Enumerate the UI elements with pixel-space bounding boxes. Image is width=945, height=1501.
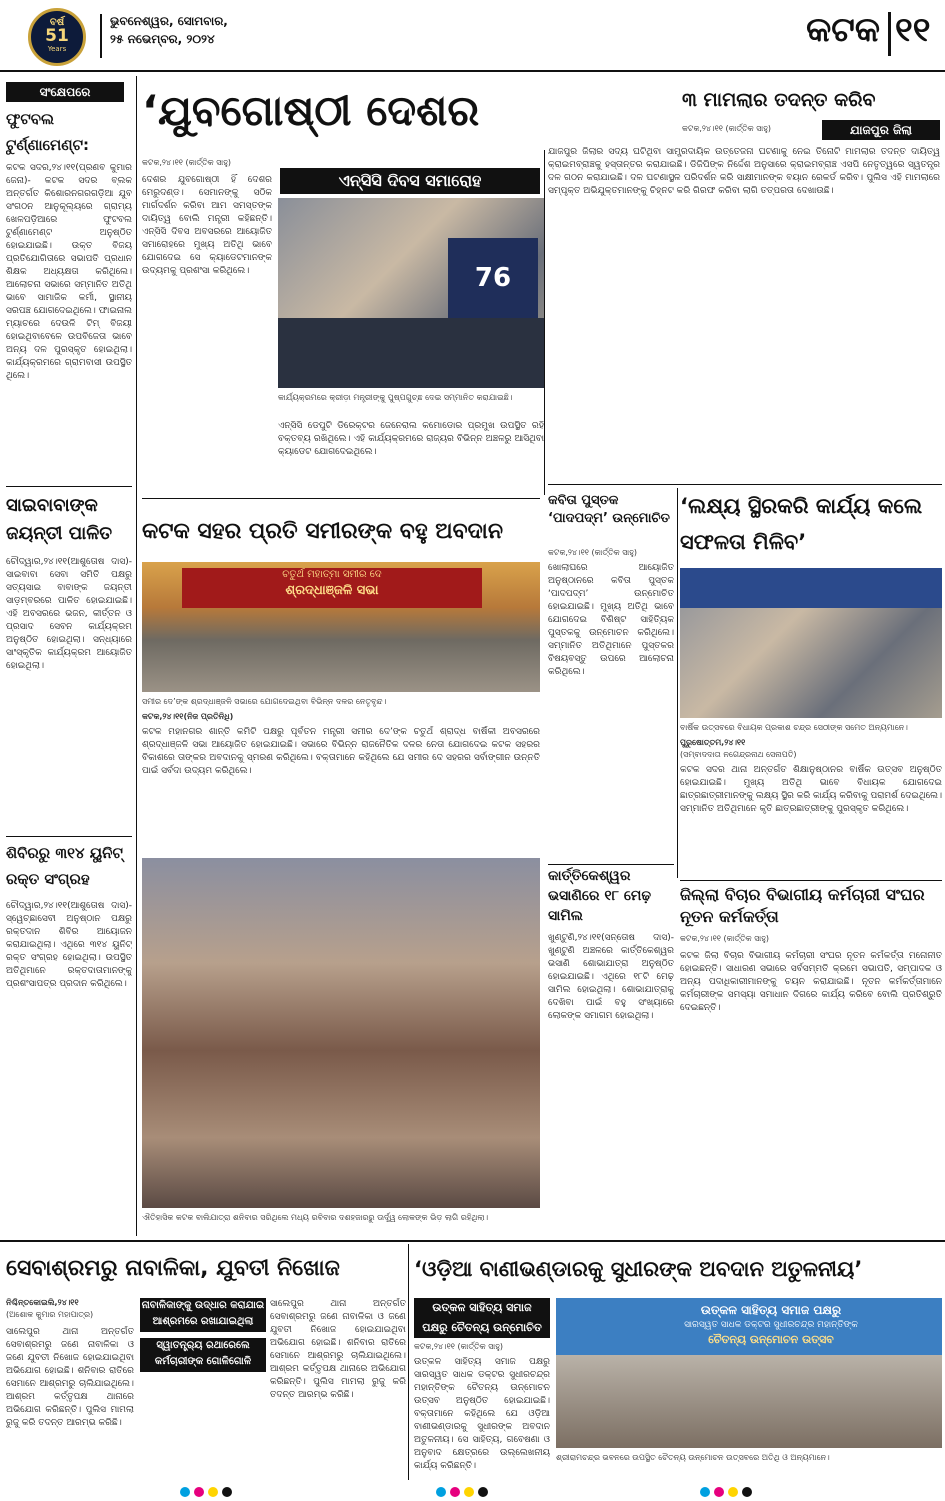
goal-reporter: (ସମ୍ବାଦଦାତା ନଗେନ୍ଦ୍ରନାଥ ସେନାପତି) — [680, 750, 797, 759]
reg-dot-magenta — [194, 1487, 204, 1497]
missing-dateline: ନିଶ୍ଚିନ୍ତକୋଇଲି,୨୪।୧୧ — [6, 1298, 79, 1307]
left-column-rule — [136, 76, 137, 1236]
briefs-badge: ସଂକ୍ଷେପରେ — [6, 82, 124, 102]
goal-headline: ‘ଲକ୍ଷ୍ୟ ସ୍ଥିରକରି କାର୍ଯ୍ୟ କଲେ ସଫଳତା ମିଳିବ’ — [680, 494, 923, 554]
missing-body: ସାଲେପୁର ଥାନା ଅନ୍ତର୍ଗତ ସେବାଶ୍ରମରୁ ଜଣେ ନାବାଳିକା ଓ ଜଣେ ଯୁବତୀ ନିଖୋଜ ହୋଇଯାଇଥିବା ଅଭିଯୋଗ ହୋଇଛି। ଶନିବାର ରାତିରେ ସେମାନେ ଆଶ୍ରମରୁ ଚାଲିଯାଇଥିଲେ। ଆଶ୍ରମ କର୍ତ୍ତୃପକ୍ଷ ଥାନାରେ ଅଭିଯୋଗ କରିଛନ୍ତି। ପୁଲିସ ମାମଲା ରୁଜୁ କରି ତଦନ୍ତ ଆରମ୍ଭ କରିଛି। — [6, 1327, 134, 1428]
ncc-body-left: ଦେଶର ଯୁବଗୋଷ୍ଠୀ ହିଁ ଦେଶର ମେରୁଦଣ୍ଡ। ସେମାନଙ୍କୁ ସଠିକ ମାର୍ଗଦର୍ଶନ କରିବା ଆମ ସମସ୍ତଙ୍କ ଦାୟିତ୍ୱ ବୋଲି ମନ୍ତ୍ରୀ କହିଛନ୍ତି। ଏନ୍‌ସିସି ଦିବସ ଅବସରରେ ଆୟୋଜିତ ସମାରୋହରେ ମୁଖ୍ୟ ଅତିଥି ଭାବେ ଯୋଗଦେଇ ସେ କ୍ୟାଡେଟମାନଙ୍କ ଉଦ୍ୟମକୁ ପ୍ରଶଂସା କରିଥିଲେ। — [142, 175, 272, 276]
reg-dot-yellow — [728, 1487, 738, 1497]
kartik-top-rule — [548, 864, 674, 865]
left-divider-2 — [6, 836, 132, 837]
missing-reporter: (ଅଶୋକ କୁମାର ମହାପାତ୍ର) — [6, 1310, 94, 1319]
reg-dot-cyan — [700, 1487, 710, 1497]
reg-dot-magenta — [450, 1487, 460, 1497]
ncc-photo-logo: 76 — [448, 238, 538, 318]
sameer-photo-caption: ସମୀର ଦେ’ଙ୍କ ଶ୍ରଦ୍ଧାଞ୍ଜଳି ସଭାରେ ଯୋଗଦେଇଥିବା ବିଭିନ୍ନ ଦଳର ନେତୃବୃନ୍ଦ। — [142, 697, 387, 706]
ncc-photo — [278, 198, 544, 388]
goal-dateline: ପୁରୁଷୋତ୍ତମ,୨୪।୧୧ — [680, 738, 746, 747]
sameer-top-rule — [142, 498, 540, 499]
crowd-caption: ଐତିହାସିକ କଟକ ବାଲିଯାତ୍ରା ଶନିବାର ସରିଥିଲେ ମଧ୍ୟ ରବିବାର ଦଶହଜାରରୁ ଊର୍ଦ୍ଧ୍ୱ ଲୋକଙ୍କ ଭିଡ଼ ଲାଗି ରହିଥିଲା। — [142, 1213, 489, 1222]
odia-badge — [414, 1298, 550, 1338]
odia-banner — [606, 1302, 936, 1354]
brief3-body: ଚୌଦ୍ୱାର,୨୪।୧୧(ଆଶୁତୋଷ ଦାସ)- ସ୍ୱେଚ୍ଛାସେବୀ ଅନୁଷ୍ଠାନ ପକ୍ଷରୁ ରକ୍ତଦାନ ଶିବିର ଆୟୋଜନ କରାଯାଇଥିଲା। ଏଥିରେ ୩୧୪ ୟୁନିଟ୍ ରକ୍ତ ସଂଗ୍ରହ ହୋଇଥିଲା। ଉପସ୍ଥିତ ଅତିଥିମାନେ ରକ୍ତଦାତାମାନଙ୍କୁ ପ୍ରଶଂସାପତ୍ର ପ୍ରଦାନ କରିଥିଲେ। — [6, 901, 132, 989]
reg-dot-black — [222, 1487, 232, 1497]
goal-photo — [680, 568, 942, 718]
crime-dateline: କଟକ,୨୪।୧୧ (କାର୍ତ୍ତିକ ସାହୁ) — [682, 124, 772, 133]
section-name: କଟକ — [806, 10, 880, 50]
missing-callout-2: ସ୍ୱାତନ୍ତ୍ର୍ୟ ରଥାରେଲେ କର୍ମଚାରୀଙ୍କ ଗୋଳିଗୋଳି — [140, 1338, 266, 1372]
crowd-photo — [142, 858, 540, 1208]
ncc-column-rule — [544, 150, 545, 495]
reg-dot-yellow — [208, 1487, 218, 1497]
court-body: କଟକ ଜିଲା ବିଚାର ବିଭାଗୀୟ କର୍ମଚାରୀ ସଂଘର ନୂତନ କର୍ମକର୍ତ୍ତା ମନୋନୀତ ହୋଇଛନ୍ତି। ସାଧାରଣ ସଭାରେ ସର୍ବସମ୍ମତି କ୍ରମେ ସଭାପତି, ସମ୍ପାଦକ ଓ ଅନ୍ୟ ପଦାଧିକାରୀମାନଙ୍କୁ ଚୟନ କରାଯାଇଛି। ନୂତନ କର୍ମକର୍ତ୍ତାମାନେ କର୍ମଚାରୀଙ୍କ ସମସ୍ୟା ସମାଧାନ ଦିଗରେ କାର୍ଯ୍ୟ କରିବେ ବୋଲି ପ୍ରତିଶ୍ରୁତି ଦେଇଛନ୍ତି। — [680, 951, 942, 1013]
ncc-dateline: କଟକ,୨୪।୧୧ (କାର୍ତ୍ତିକ ସାହୁ) — [142, 158, 232, 167]
kartik-headline: କାର୍ତ୍ତିକେଶ୍ୱର ଭସାଣିରେ ୧୮ ମେଢ଼ ସାମିଲ — [548, 868, 652, 924]
goal-photo-banner — [680, 568, 942, 608]
anniversary-word: ବର୍ଷ — [49, 17, 65, 28]
masthead — [0, 0, 945, 70]
sameer-body: କଟକ ମହାନଗର ଶାନ୍ତି କମିଟି ପକ୍ଷରୁ ପୂର୍ବତନ ମନ୍ତ୍ରୀ ସମୀର ଦେ’ଙ୍କ ଚତୁର୍ଥ ଶ୍ରାଦ୍ଧ ବାର୍ଷିକୀ ଅବସରରେ ଶ୍ରଦ୍ଧାଞ୍ଜଳି ସଭା ଆୟୋଜିତ ହୋଇଯାଇଛି। ସଭାରେ ବିଭିନ୍ନ ରାଜନୈତିକ ଦଳର ନେତା ଯୋଗଦେଇ କଟକ ସହରର ବିକାଶରେ ତାଙ୍କର ଅବଦାନକୁ ସ୍ମରଣ କରିଥିଲେ। ବକ୍ତାମାନେ କହିଥିଲେ ଯେ ସମୀର ଦେ ସହରର ସର୍ବାଙ୍ଗୀନ ଉନ୍ନତି ପାଇଁ ସର୍ବଦା ଉଦ୍ୟମ କରିଥିଲେ। — [142, 727, 540, 776]
book-dateline: କଟକ,୨୪।୧୧ (କାର୍ତ୍ତିକ ସାହୁ) — [548, 548, 638, 557]
sameer-photo-banner — [182, 568, 482, 608]
odia-body: ଉତ୍କଳ ସାହିତ୍ୟ ସମାଜ ପକ୍ଷରୁ ସାରସ୍ୱତ ସାଧକ ଡକ୍ଟର ସୁଧୀରଚନ୍ଦ୍ର ମହାନ୍ତିଙ୍କ ଚୈତନ୍ୟ ଉନ୍ମୋଚନ ଉତ୍ସବ ଅନୁଷ୍ଠିତ ହୋଇଯାଇଛି। ବକ୍ତାମାନେ କହିଥିଲେ ଯେ ଓଡ଼ିଆ ବାଣୀଭଣ୍ଡାରକୁ ସୁଧୀରଙ୍କ ଅବଦାନ ଅତୁଳନୀୟ। ସେ ସାହିତ୍ୟ, ଗବେଷଣା ଓ ଅନୁବାଦ କ୍ଷେତ୍ରରେ ଉଲ୍ଲେଖନୀୟ କାର୍ଯ୍ୟ କରିଛନ୍ତି। — [414, 1357, 550, 1471]
odia-photo — [556, 1298, 942, 1448]
masthead-divider — [888, 12, 891, 56]
odia-banner-line1: ଉତ୍କଳ ସାହିତ୍ୟ ସମାଜ ପକ୍ଷରୁ — [700, 1303, 842, 1317]
sameer-photo — [142, 562, 540, 692]
odia-headline: ‘ଓଡ଼ିଆ ବାଣୀଭଣ୍ଡାରକୁ ସୁଧୀରଙ୍କ ଅବଦାନ ଅତୁଳନୀୟ’ — [414, 1257, 863, 1281]
anniversary-sub: Years — [47, 45, 67, 53]
odia-banner-line2: ସାରସ୍ୱତ ସାଧକ ଡକ୍ଟର ସୁଧୀରଚନ୍ଦ୍ର ମହାନ୍ତିଙ୍କ — [684, 1320, 858, 1330]
registration-marks-center — [436, 1482, 516, 1494]
book-body: ଖୋଲାଘରେ ଆୟୋଜିତ ଅନୁଷ୍ଠାନରେ କବିତା ପୁସ୍ତକ ‘ପାଦପଦ୍ମ’ ଉନ୍ମୋଚିତ ହୋଇଯାଇଛି। ମୁଖ୍ୟ ଅତିଥି ଭାବେ ଯୋଗଦେଇ ବିଶିଷ୍ଟ ସାହିତ୍ୟିକ ପୁସ୍ତକକୁ ଉନ୍ମୋଚନ କରିଥିଲେ। ସମ୍ମାନିତ ଅତିଥିମାନେ ପୁସ୍ତକର ବିଷୟବସ୍ତୁ ଉପରେ ଆଲୋଚନା କରିଥିଲେ। — [548, 563, 674, 677]
odia-badge-line2: ପକ୍ଷରୁ ଚୈତନ୍ୟ ଉନ୍ମୋଚିତ — [422, 1321, 542, 1334]
court-headline: ଜିଲ୍ଲା ବିଚାର ବିଭାଗୀୟ କର୍ମଚାରୀ ସଂଘର ନୂତନ କର୍ମକର୍ତ୍ତା — [680, 885, 925, 926]
goal-column-rule — [677, 488, 678, 878]
odia-banner-line3: ଚୈତନ୍ୟ ଉନ୍ମୋଚନ ଉତ୍ସବ — [708, 1333, 834, 1346]
odia-badge-line1: ଉତ୍କଳ ସାହିତ୍ୟ ସମାଜ — [432, 1301, 532, 1314]
goal-photo-caption: ବାର୍ଷିକ ଉତ୍ସବରେ ବିଧାୟକ ପ୍ରକାଶ ଚନ୍ଦ୍ର ସେଠୀଙ୍କ ସମେତ ଅନ୍ୟମାନେ। — [680, 723, 908, 732]
ncc-headline: ‘ଯୁବଗୋଷ୍ଠୀ ଦେଶର — [142, 86, 480, 135]
place-day: ଭୁବନେଶ୍ୱର, ସୋମବାର, — [110, 14, 228, 28]
reg-dot-black — [742, 1487, 752, 1497]
brief3-headline: ଶିବିରରୁ ୩୧୪ ୟୁନିଟ୍ ରକ୍ତ ସଂଗ୍ରହ — [6, 844, 123, 888]
brief2-headline: ସାଇବାବାଙ୍କ ଜୟନ୍ତୀ ପାଳିତ — [6, 495, 113, 544]
brief2-body: ଚୌଦ୍ୱାର,୨୪।୧୧(ଆଶୁତୋଷ ଦାସ)- ସାଇବାବା ସେବା ସମିତି ପକ୍ଷରୁ ସତ୍ୟସାଇ ବାବାଙ୍କ ଜୟନ୍ତୀ ସାଡ଼ମ୍ବରରେ ପାଳିତ ହୋଇଯାଇଛି। ଏହି ଅବସରରେ ଭଜନ, କୀର୍ତ୍ତନ ଓ ପ୍ରସାଦ ସେବନ କାର୍ଯ୍ୟକ୍ରମ ଅନୁଷ୍ଠିତ ହୋଇଥିଲା। ସନ୍ଧ୍ୟାରେ ସାଂସ୍କୃତିକ କାର୍ଯ୍ୟକ୍ରମ ଆୟୋଜିତ ହୋଇଥିଲା। — [6, 557, 132, 671]
ncc-photo-stage — [278, 318, 544, 388]
brief1-body: କଟକ ସଦର,୨୪।୧୧(ପ୍ରଣବ କୁମାର ଜେନା)- କଟକ ସଦର ବ୍ଲକ ଅନ୍ତର୍ଗତ କିଶୋରନଗରଗଡ଼ିଆ ଯୁବ ସଂଗଠନ ଆନୁକୂଲ୍ୟରେ ଗ୍ରାମ୍ୟ ଖେଳପଡ଼ିଆରେ ଫୁଟବଲ ଟୁର୍ଣ୍ଣାମେଣ୍ଟ ଅନୁଷ୍ଠିତ ହୋଇଯାଇଛି। ଉକ୍ତ ବିଜୟ ପ୍ରତିଯୋଗିତାରେ ସଭାପତି ପ୍ରଧାନ ଶିକ୍ଷକ ଅଧ୍ୟକ୍ଷତା କରିଥିଲେ। ଆଲୋଚନା ସଭାରେ ସମ୍ମାନିତ ଅତିଥି ଭାବେ ସାମାଜିକ କର୍ମୀ, ସ୍ଥାନୀୟ ସରପଞ୍ଚ ଯୋଗଦେଇଥିଲେ। ଫାଇନାଲ ମ୍ୟାଚରେ ଦେଉଳି ଟିମ୍ ବିଜୟୀ ହୋଇଥିବାବେଳେ ଉପବିଜେତା ଭାବେ ଅନ୍ୟ ଦଳ ପୁରସ୍କୃତ ହୋଇଥିଲା। କାର୍ଯ୍ୟକ୍ରମରେ ଗ୍ରାମବାସୀ ଉପସ୍ଥିତ ଥିଲେ। — [6, 163, 132, 381]
kartik-body: ଖୁଣ୍ଟୁଣି,୨୪।୧୧(ସନ୍ତୋଷ ଦାସ)- ଖୁଣ୍ଟୁଣି ଅଞ୍ଚଳରେ କାର୍ତ୍ତିକେଶ୍ୱର ଭସାଣି ଶୋଭାଯାତ୍ରା ଅନୁଷ୍ଠିତ ହୋଇଯାଇଛି। ଏଥିରେ ୧୮ଟି ମେଢ଼ ସାମିଲ ହୋଇଥିଲା। ଶୋଭାଯାତ୍ରାକୁ ଦେଖିବା ପାଇଁ ବହୁ ସଂଖ୍ୟାରେ ଲୋକଙ୍କ ସମାଗମ ହୋଇଥିଲା। — [548, 933, 674, 1021]
anniversary-number: 51 — [45, 26, 69, 46]
book-headline: କବିତା ପୁସ୍ତକ ‘ପାଦପଦ୍ମ’ ଉନ୍ମୋଚିତ — [548, 493, 670, 526]
registration-marks-right — [700, 1482, 780, 1494]
crime-tag: ଯାଜପୁର ଜିଲା — [822, 120, 940, 140]
masthead-underline — [0, 70, 945, 72]
crime-headline: ୩ ମାମଲାର ତଦନ୍ତ କରିବ — [682, 89, 876, 111]
ncc-photo-caption: କାର୍ଯ୍ୟକ୍ରମରେ କ୍ରୀଡ଼ା ମନ୍ତ୍ରୀଙ୍କୁ ପୁଷ୍ପଗୁଚ୍ଛ ଦେଇ ସମ୍ମାନିତ କରାଯାଇଛି। — [278, 393, 513, 402]
court-top-rule — [680, 880, 942, 881]
left-divider-1 — [6, 486, 132, 487]
odia-dateline: କଟକ,୨୪।୧୧ (କାର୍ତ୍ତିକ ସାହୁ) — [414, 1342, 504, 1351]
missing-callout-1: ନାବାଳିକାଙ୍କୁ ଉଦ୍ଧାର କରାଯାଇ ଆଶ୍ରମରେ ରଖାଯାଇଥିଲା — [140, 1298, 266, 1332]
reg-dot-cyan — [180, 1487, 190, 1497]
sameer-dateline: କଟକ,୨୪।୧୧(ନିଜ ପ୍ରତିନିଧି) — [142, 712, 234, 721]
odia-photo-caption: ଶ୍ରୀରାମଚନ୍ଦ୍ର ଭବନରେ ଉପସ୍ଥିତ ଚୈତନ୍ୟ ଉନ୍ମୋଚନ ଉତ୍ସବରେ ଅତିଥି ଓ ଅନ୍ୟମାନେ। — [556, 1453, 830, 1462]
missing-body-cont: ସାଲେପୁର ଥାନା ଅନ୍ତର୍ଗତ ସେବାଶ୍ରମରୁ ଜଣେ ନାବାଳିକା ଓ ଜଣେ ଯୁବତୀ ନିଖୋଜ ହୋଇଯାଇଥିବା ଅଭିଯୋଗ ହୋଇଛି। ଶନିବାର ରାତିରେ ସେମାନେ ଆଶ୍ରମରୁ ଚାଲିଯାଇଥିଲେ। ଆଶ୍ରମ କର୍ତ୍ତୃପକ୍ଷ ଥାନାରେ ଅଭିଯୋଗ କରିଛନ୍ତି। ପୁଲିସ ମାମଲା ରୁଜୁ କରି ତଦନ୍ତ ଆରମ୍ଭ କରିଛି। — [270, 1299, 406, 1400]
sameer-headline: କଟକ ସହର ପ୍ରତି ସମୀରଙ୍କ ବହୁ ଅବଦାନ — [142, 519, 503, 544]
ncc-badge: ଏନ୍‌ସିସି ଦିବସ ସମାରୋହ — [280, 168, 540, 194]
missing-headline: ସେବାଶ୍ରମରୁ ନାବାଳିକା, ଯୁବତୀ ନିଖୋଜ — [6, 1256, 340, 1281]
reg-dot-cyan — [436, 1487, 446, 1497]
sameer-banner-line1: ଚତୁର୍ଥ ମହାତ୍ମା ସମୀର ଦେ — [282, 569, 382, 580]
crime-bottom-rule — [548, 484, 942, 485]
bottom-column-rule — [408, 1244, 409, 1480]
crime-body: ଯାଜପୁର ଜିଲାର ସଦ୍ୟ ଘଟିଥିବା ସାମ୍ପ୍ରଦାୟିକ ଉତ୍ତେଜନା ଘଟଣାକୁ ନେଇ ତିନୋଟି ମାମଲାର ତଦନ୍ତ ଦାୟିତ୍ୱ କ୍ରାଇମବ୍ରାଞ୍ଚକୁ ହସ୍ତାନ୍ତର କରାଯାଇଛି। ଡିଜିପିଙ୍କ ନିର୍ଦ୍ଦେଶ ଅନୁସାରେ କ୍ରାଇମବ୍ରାଞ୍ଚ ଏସପି ନେତୃତ୍ୱରେ ସ୍ୱତନ୍ତ୍ର ଦଳ ଗଠନ କରାଯାଇଛି। ଦଳ ଘଟଣାସ୍ଥଳ ପରିଦର୍ଶନ କରି ସାକ୍ଷୀମାନଙ୍କ ବୟାନ ରେକର୍ଡ କରିବ। ପୁଲିସ ଏହି ମାମଲାରେ ସମ୍ପୃକ୍ତ ଅଭିଯୁକ୍ତମାନଙ୍କୁ ଚିହ୍ନଟ କରି ଗିରଫ କରିବା ଲାଗି ତତ୍ପରତା ଦେଖାଉଛି। — [548, 147, 940, 196]
court-dateline: କଟକ,୨୪।୧୧ (କାର୍ତ୍ତିକ ସାହୁ) — [680, 934, 770, 943]
reg-dot-yellow — [464, 1487, 474, 1497]
registration-marks-left — [180, 1482, 260, 1494]
reg-dot-black — [478, 1487, 488, 1497]
dateline-box — [100, 14, 300, 58]
issue-date: ୨୫ ନଭେମ୍ବର, ୨୦୨୪ — [110, 32, 215, 46]
bottom-section-rule — [0, 1240, 945, 1242]
ncc-body-right: ଏନ୍‌ସିସି ଡେପୁଟି ଡିରେକ୍ଟର ଜେନେରାଲ କମୋଡୋର ପ୍ରମୁଖ ଉପସ୍ଥିତ ରହି ବକ୍ତବ୍ୟ ରଖିଥିଲେ। ଏହି କାର୍ଯ୍ୟକ୍ରମରେ ରାଜ୍ୟର ବିଭିନ୍ନ ଅଞ୍ଚଳରୁ ଆସିଥିବା କ୍ୟାଡେଟ ଯୋଗଦେଇଥିଲେ। — [278, 421, 544, 457]
brief1-headline: ଫୁଟବଲ ଟୁର୍ଣ୍ଣାମେଣ୍ଟ: — [6, 110, 89, 154]
sameer-banner-line2: ଶ୍ରଦ୍ଧାଞ୍ଜଳି ସଭା — [285, 583, 379, 598]
goal-body: କଟକ ସଦର ଥାନା ଅନ୍ତର୍ଗତ ଶିକ୍ଷାନୁଷ୍ଠାନର ବାର୍ଷିକ ଉତ୍ସବ ଅନୁଷ୍ଠିତ ହୋଇଯାଇଛି। ମୁଖ୍ୟ ଅତିଥି ଭାବେ ବିଧାୟକ ଯୋଗଦେଇ ଛାତ୍ରଛାତ୍ରୀମାନଙ୍କୁ ଲକ୍ଷ୍ୟ ସ୍ଥିର କରି କାର୍ଯ୍ୟ କରିବାକୁ ପରାମର୍ଶ ଦେଇଥିଲେ। ସମ୍ମାନିତ ଅତିଥିମାନେ କୃତି ଛାତ୍ରଛାତ୍ରୀଙ୍କୁ ପୁରସ୍କୃତ କରିଥିଲେ। — [680, 765, 942, 814]
page-number: ୧୧ — [895, 10, 931, 50]
anniversary-emblem — [28, 8, 86, 66]
reg-dot-magenta — [714, 1487, 724, 1497]
